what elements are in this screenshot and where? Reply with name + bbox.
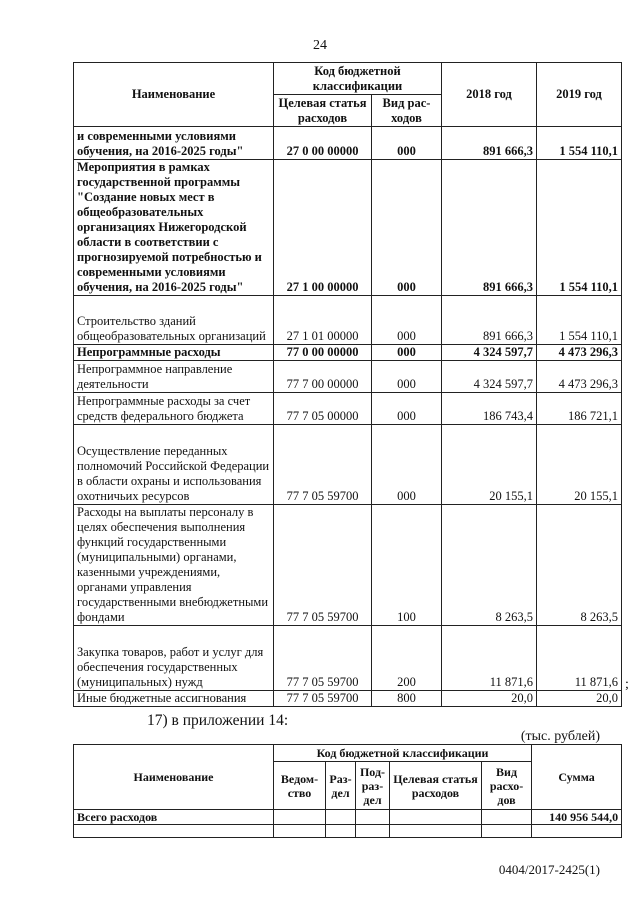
row-expense-type: 000 (372, 296, 442, 345)
row-amount-2019: 1 554 110,1 (537, 296, 622, 345)
empty-cell (274, 825, 326, 838)
table-row (74, 345, 622, 361)
table-row (74, 626, 622, 691)
row-name: Расходы на выплаты персоналу в целях обеспечения выполнения функций государственными (муниципальными) органами, казенными учреждениями, органами управления государственными внебюджетными фондами (74, 505, 274, 626)
row-target-article: 77 7 05 59700 (274, 626, 372, 691)
row-target-article: 77 7 05 59700 (274, 691, 372, 707)
row-amount-2018: 8 263,5 (442, 505, 537, 626)
row-expense-type: 000 (372, 160, 442, 296)
trailing-semicolon: ; (625, 677, 629, 692)
row-amount-2018: 186 743,4 (442, 393, 537, 425)
row-expense-type: 000 (372, 361, 442, 393)
table-row (74, 393, 622, 425)
table-row (74, 361, 622, 393)
row-amount-2019: 1 554 110,1 (537, 127, 622, 160)
row-name: Закупка товаров, работ и услуг для обеспечения государственных (муниципальных) нужд (74, 626, 274, 691)
empty-cell (390, 825, 482, 838)
row-target-article: 27 1 01 00000 (274, 296, 372, 345)
row-amount-2019: 20,0 (537, 691, 622, 707)
appendix-row-name: Всего расходов (74, 810, 274, 825)
table-row (74, 691, 622, 707)
table-row (74, 160, 622, 296)
header-year-2019: 2019 год (537, 63, 622, 127)
table-row (74, 810, 622, 825)
row-name: Иные бюджетные ассигнования (74, 691, 274, 707)
row-expense-type: 000 (372, 127, 442, 160)
row-amount-2018: 4 324 597,7 (442, 345, 537, 361)
appendix-header-expense-type: Вид расхо-дов (482, 762, 532, 810)
document-code: 0404/2017-2425(1) (498, 862, 600, 877)
empty-cell (482, 825, 532, 838)
units-label: (тыс. рублей) (520, 729, 600, 744)
empty-cell (326, 825, 356, 838)
appendix-row-target-article (390, 810, 482, 825)
row-amount-2018: 891 666,3 (442, 296, 537, 345)
row-name: Строительство зданий общеобразовательных организаций (74, 296, 274, 345)
row-expense-type: 000 (372, 393, 442, 425)
row-amount-2019: 11 871,6 (537, 626, 622, 691)
header-name: Наименование (74, 63, 274, 127)
row-amount-2019: 8 263,5 (537, 505, 622, 626)
empty-cell (356, 825, 390, 838)
appendix-header-sum: Сумма (532, 745, 622, 810)
table-row (74, 425, 622, 505)
row-amount-2018: 11 871,6 (442, 626, 537, 691)
appendix-row-sum: 140 956 544,0 (532, 810, 622, 825)
appendix-header-subsection: Под-раз-дел (356, 762, 390, 810)
row-name: и современными условиями обучения, на 2016-2025 годы" (74, 127, 274, 160)
appendix-caption: 17) в приложении 14: (147, 712, 289, 729)
header-target-article: Целевая статья расходов (274, 95, 372, 127)
row-amount-2019: 4 473 296,3 (537, 345, 622, 361)
row-name: Непрограммные расходы за счет средств федерального бюджета (74, 393, 274, 425)
appendix-table-body (74, 810, 622, 838)
row-name: Мероприятия в рамках государственной программы "Создание новых мест в общеобразовательных организациях Нижегородской области в соответствии с прогнозируемой потребностью и современными условиями обучения, на 2016-2025 годы" (74, 160, 274, 296)
table-row-empty (74, 825, 622, 838)
row-amount-2018: 891 666,3 (442, 127, 537, 160)
header-expense-type: Вид рас-ходов (372, 95, 442, 127)
row-name: Непрограммное направление деятельности (74, 361, 274, 393)
row-target-article: 77 0 00 00000 (274, 345, 372, 361)
row-target-article: 27 1 00 00000 (274, 160, 372, 296)
appendix-header-name: Наименование (74, 745, 274, 810)
header-year-2018: 2018 год (442, 63, 537, 127)
row-expense-type: 000 (372, 345, 442, 361)
row-target-article: 77 7 05 59700 (274, 505, 372, 626)
appendix-row-section (326, 810, 356, 825)
page-number: 24 (313, 38, 327, 53)
row-amount-2019: 186 721,1 (537, 393, 622, 425)
table-row (74, 505, 622, 626)
row-amount-2019: 4 473 296,3 (537, 361, 622, 393)
row-amount-2018: 20 155,1 (442, 425, 537, 505)
budget-table-body (74, 127, 622, 707)
row-expense-type: 800 (372, 691, 442, 707)
row-target-article: 77 7 05 00000 (274, 393, 372, 425)
row-expense-type: 000 (372, 425, 442, 505)
table-row (74, 127, 622, 160)
appendix-header-department: Ведом-ство (274, 762, 326, 810)
appendix-row-subsection (356, 810, 390, 825)
appendix-table (73, 744, 622, 838)
row-target-article: 27 0 00 00000 (274, 127, 372, 160)
table-row (74, 296, 622, 345)
row-amount-2019: 1 554 110,1 (537, 160, 622, 296)
row-name: Осуществление переданных полномочий Российской Федерации в области охраны и использования охотничьих ресурсов (74, 425, 274, 505)
row-expense-type: 100 (372, 505, 442, 626)
row-amount-2019: 20 155,1 (537, 425, 622, 505)
row-expense-type: 200 (372, 626, 442, 691)
header-budget-code: Код бюджетной классификации (274, 63, 442, 95)
appendix-header-section: Раз-дел (326, 762, 356, 810)
row-target-article: 77 7 00 00000 (274, 361, 372, 393)
budget-table (73, 62, 622, 707)
row-name: Непрограммные расходы (74, 345, 274, 361)
empty-cell (532, 825, 622, 838)
row-amount-2018: 4 324 597,7 (442, 361, 537, 393)
appendix-row-department (274, 810, 326, 825)
row-target-article: 77 7 05 59700 (274, 425, 372, 505)
row-amount-2018: 891 666,3 (442, 160, 537, 296)
appendix-header-budget-code: Код бюджетной классификации (274, 745, 532, 762)
appendix-header-target-article: Целевая статья расходов (390, 762, 482, 810)
row-amount-2018: 20,0 (442, 691, 537, 707)
empty-cell (74, 825, 274, 838)
appendix-row-expense-type (482, 810, 532, 825)
